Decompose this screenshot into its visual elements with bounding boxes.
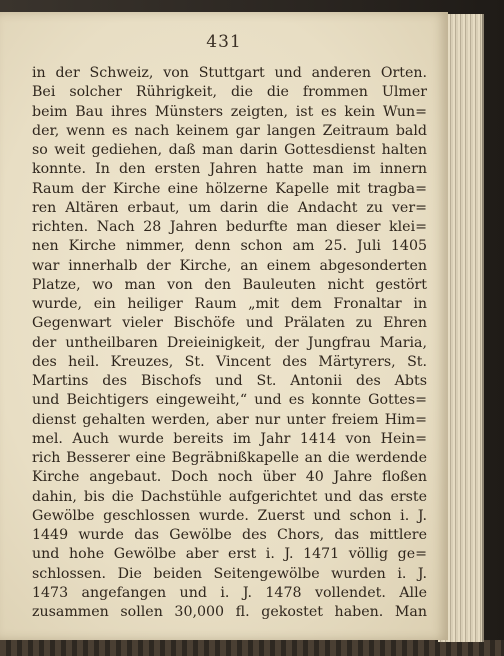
text-line: schlossen. Die beiden Seitengewölbe wurden i. J. [32,565,427,582]
page-text [32,64,427,622]
text-line: der, wenn es nach keinem gar langen Zeitraum bald [32,122,427,139]
book-binding [0,640,504,656]
text-line: in der Schweiz, von Stuttgart und anderen Orten. [32,65,427,81]
text-line: 1473 angefangen und i. J. 1478 vollendet. Alle [32,584,427,601]
text-line: war innerhalb der Kirche, an einem abgesonderten [32,257,427,274]
text-line: des heil. Kreuzes, St. Vincent des Märtyrers, St. [32,353,427,370]
text-line: und hohe Gewölbe aber erst i. J. 1471 völlig ge= [32,546,427,563]
book-page [0,12,448,640]
text-line: zusammen sollen 30,000 fl. gekostet haben. Man [32,604,427,620]
text-line: Bei solcher Rührigkeit, die die frommen Ulmer [32,84,427,101]
text-line: Martins des Bischofs und St. Antonii des Abts [32,373,427,389]
text-line: mel. Auch wurde bereits im Jahr 1414 von Hein= [32,430,427,447]
text-line: und Beichtigers eingeweiht,“ und es konnte Gottes= [32,392,427,409]
text-line: nen Kirche nimmer, denn schon am 25. Juli 1405 [32,238,427,255]
text-line: so weit gediehen, daß man darin Gottesdienst halten [32,142,427,158]
text-line: Platze, wo man von den Bauleuten nicht gestört [32,276,427,293]
text-line: Kirche angebaut. Doch noch über 40 Jahre floßen [32,469,427,486]
text-line: Gegenwart vieler Bischöfe und Prälaten zu Ehren [32,315,427,332]
text-line: dienst gehalten werden, aber nur unter freiem Him= [32,411,427,428]
text-line: Gewölbe geschlossen wurde. Zuerst und schon i. J. [32,507,427,524]
page-number: 431 [206,32,242,52]
text-line: Raum der Kirche eine hölzerne Kapelle mit tragba= [32,180,427,197]
text-line: beim Bau ihres Münsters zeigten, ist es kein Wun= [32,103,427,120]
text-line: dahin, bis die Dachstühle aufgerichtet und das erste [32,488,427,505]
text-line: ren Altären erbaut, um darin die Andacht zu ver= [32,199,427,216]
text-line: konnte. In den ersten Jahren hatte man im innern [32,161,427,178]
text-line: wurde, ein heiliger Raum „mit dem Fronaltar in [32,296,427,312]
text-line: rich Besserer eine Begräbnißkapelle an die werdende [32,450,427,466]
text-line: der untheilbaren Dreieinigkeit, der Jungfrau Maria, [32,334,427,351]
text-line: richten. Nach 28 Jahren bedurfte man dieser klei= [32,219,427,235]
text-line: 1449 wurde das Gewölbe des Chors, das mittlere [32,527,427,543]
